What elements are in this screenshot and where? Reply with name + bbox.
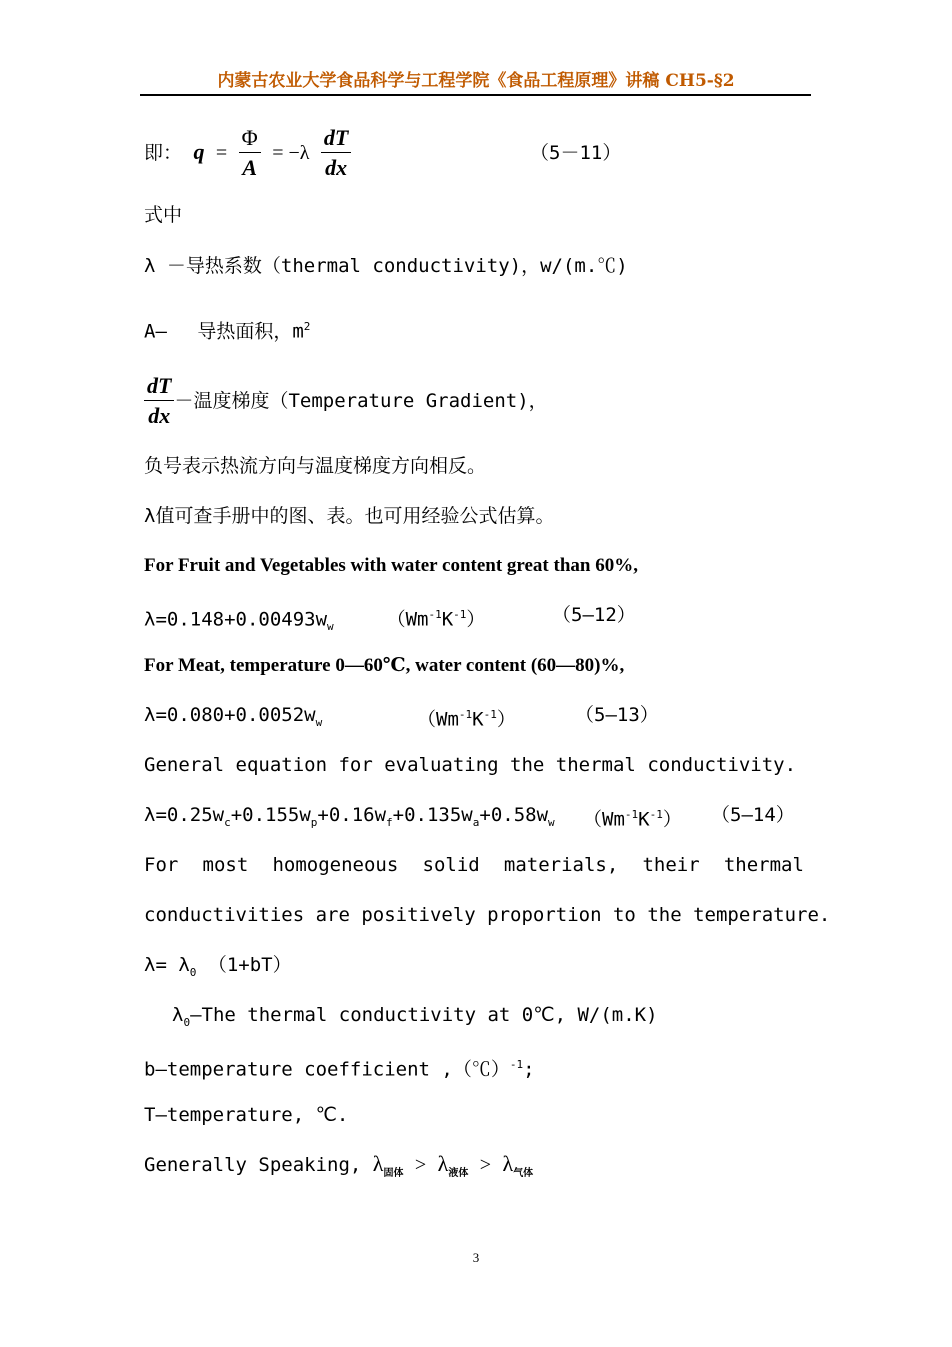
lambda0-text: —The thermal conductivity at 0℃, W/(m.K): [190, 1004, 658, 1026]
gs-lambda-gas: λ: [502, 1151, 514, 1176]
eq12-close: ）: [466, 608, 486, 631]
lambda0-symbol: λ: [172, 1004, 184, 1026]
fraction-phi-over-a: [239, 124, 261, 183]
eq14-s1: c: [224, 815, 231, 829]
eq12-unit: （Wm: [386, 608, 429, 631]
lambda-definition: λ －导热系数（thermal conductivity)，w/(m.℃): [144, 255, 628, 277]
phi-numerator: Φ: [239, 124, 261, 153]
t-definition: T—temperature, ℃.: [144, 1104, 349, 1126]
equation-number-5-11: （5－11）: [530, 142, 622, 164]
eq14-s2: p: [310, 815, 318, 829]
eq13-unit: （Wm: [417, 708, 459, 731]
fraction-dt-dx: [321, 124, 351, 183]
gradient-text: －温度梯度（Temperature Gradient)，: [174, 390, 548, 412]
gs-sub-solid: 固体: [383, 1167, 404, 1179]
eq13-u2: -1: [483, 708, 497, 721]
lambda0-definition: [172, 1003, 658, 1035]
eq12-u2: -1: [453, 608, 467, 621]
gs-lambda-solid: λ: [372, 1151, 384, 1176]
eq-prefix: 即：: [144, 142, 183, 164]
equation-5-14: [144, 803, 555, 835]
eq13-unit-group: [417, 703, 516, 731]
eq14-p1: λ=0.25w: [144, 804, 225, 826]
word: their: [642, 854, 700, 876]
page-number: 3: [472, 1250, 480, 1265]
eq14-s5: w: [548, 815, 555, 829]
lookup-note: λ值可查手册中的图、表。也可用经验公式估算。: [144, 505, 555, 527]
word: For: [144, 854, 179, 876]
gradient-num: dT: [144, 372, 174, 401]
sign-note: 负号表示热流方向与温度梯度方向相反。: [144, 455, 487, 477]
fruit-heading: For Fruit and Vegetables with water content great than 60%,: [144, 555, 638, 576]
gs-sub-liquid: 液体: [448, 1167, 469, 1179]
equation-5-12: [144, 603, 485, 639]
word: materials,: [503, 854, 619, 876]
equation-number-5-14: （5—14）: [711, 804, 795, 826]
word: thermal: [723, 854, 804, 876]
area-definition: [144, 315, 310, 343]
b-end: ;: [523, 1058, 535, 1081]
gs-gt1: >: [414, 1154, 427, 1176]
eq13-u1: -1: [458, 708, 473, 721]
gs-lambda-liquid: λ: [437, 1151, 449, 1176]
gradient-definition: [144, 372, 548, 431]
eq-minus-lambda: = −λ: [272, 142, 310, 164]
eq14-p2: +0.155w: [230, 804, 311, 826]
eq14-close: ）: [662, 808, 682, 831]
eq12-formula: λ=0.148+0.00493w: [144, 608, 328, 631]
eq14-u2: -1: [649, 808, 663, 821]
eq13-formula: λ=0.080+0.0052w: [144, 704, 316, 726]
eq14-s3: f: [386, 815, 393, 829]
b-sup: -1: [509, 1058, 524, 1071]
eq14-p3: +0.16w: [317, 804, 387, 826]
eq12-k: K: [441, 608, 454, 631]
page-header: 内蒙古农业大学食品科学与工程学院《食品工程原理》讲稿 CH5-§2: [217, 71, 735, 91]
gs-text: Generally Speaking,: [144, 1154, 362, 1176]
equation-number-5-13: （5—13）: [575, 704, 659, 726]
eq-equals: =: [215, 142, 228, 164]
eq13-close: ）: [496, 708, 516, 731]
lambda-temp-rest: （1+bT）: [196, 954, 292, 976]
word: homogeneous: [272, 854, 399, 876]
eq-q: q: [193, 139, 205, 164]
eq14-u1: -1: [624, 808, 639, 821]
eq14-s4: a: [472, 815, 480, 829]
gs-gt2: >: [479, 1154, 492, 1176]
area-text: A— 导热面积，m: [144, 320, 304, 343]
eq14-unit-group: [583, 803, 682, 831]
header-divider: [140, 94, 811, 96]
gradient-fraction: [144, 372, 174, 431]
eq12-sub: w: [327, 620, 334, 634]
generally-speaking: [144, 1152, 533, 1186]
lambda-temp-sub: 0: [189, 965, 197, 979]
eq14-k: K: [638, 808, 650, 831]
eq14-unit: （Wm: [583, 808, 625, 831]
area-sup: 2: [303, 320, 311, 333]
where-label: 式中: [144, 204, 183, 226]
b-text: b—temperature coefficient ,（℃）: [144, 1058, 510, 1081]
eq14-p4: +0.135w: [392, 804, 473, 826]
general-equation-heading: General equation for evaluating the thermal conductivity.: [144, 754, 797, 776]
gs-sub-gas: 气体: [513, 1167, 534, 1179]
homogeneous-line-2: conductivities are positively proportion to the temperature.: [144, 904, 831, 926]
equation-5-11: [144, 124, 351, 183]
equation-5-13: [144, 703, 322, 735]
dx-denominator: dx: [325, 155, 348, 180]
eq12-u1: -1: [428, 608, 442, 621]
homogeneous-line-1: [144, 853, 804, 877]
lambda-temp-text: λ= λ: [144, 954, 190, 976]
lambda0-sub: 0: [183, 1015, 191, 1029]
eq14-p5: +0.58w: [479, 804, 549, 826]
eq13-sub: w: [315, 715, 323, 729]
b-definition: [144, 1053, 535, 1081]
a-denominator: A: [242, 155, 258, 180]
word: solid: [422, 854, 480, 876]
word: most: [202, 854, 249, 876]
eq13-k: K: [472, 708, 484, 731]
meat-heading: For Meat, temperature 0—60℃, water content (60—80)%,: [144, 655, 625, 676]
dt-numerator: dT: [321, 124, 351, 153]
gradient-den: dx: [148, 403, 171, 428]
lambda-temperature-equation: [144, 953, 292, 985]
equation-number-5-12: （5—12）: [552, 604, 636, 626]
